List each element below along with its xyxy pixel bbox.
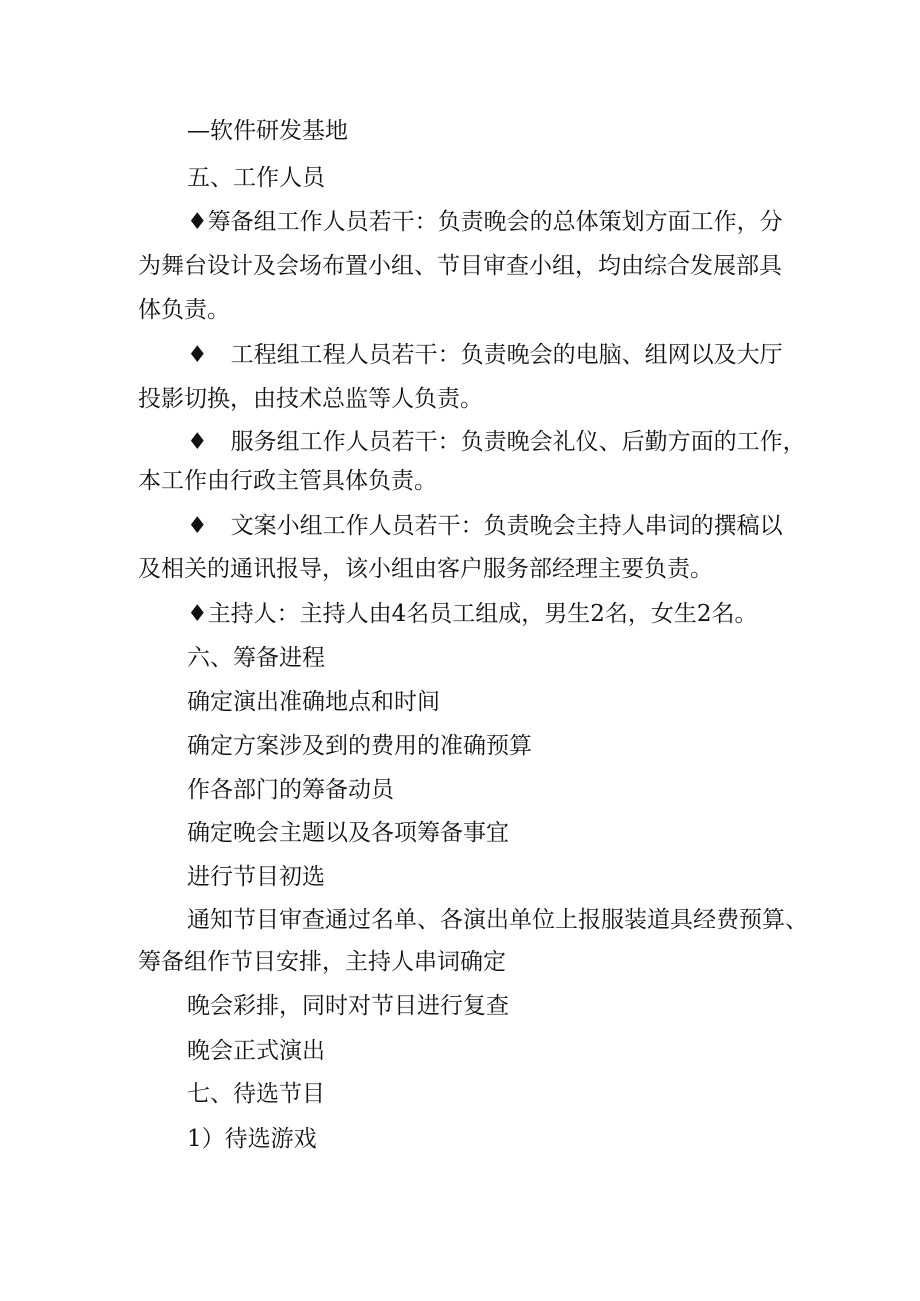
process-step: 通知节目审查通过名单、各演出单位上报服装道具经费预算、: [187, 907, 808, 933]
staff-item-line: 体负责。: [138, 297, 230, 323]
staff-item-line: ♦ 文案小组工作人员若干：负责晚会主持人串词的撰稿以: [187, 513, 783, 539]
process-step: 进行节目初选: [187, 864, 325, 890]
process-step: 确定方案涉及到的费用的准确预算: [187, 733, 532, 759]
staff-item-line: ♦ 服务组工作人员若干：负责晚会礼仪、后勤方面的工作，: [187, 429, 806, 455]
process-step: 作各部门的筹备动员: [187, 777, 394, 803]
section-heading: 六、筹备进程: [187, 645, 325, 671]
staff-item-line: ♦主持人：主持人由4名员工组成，男生2名，女生2名。: [187, 601, 758, 627]
section-heading: 七、待选节目: [187, 1081, 325, 1107]
staff-item-line: 投影切换，由技术总监等人负责。: [138, 386, 483, 412]
sub-heading: 1）待选游戏: [187, 1126, 317, 1152]
staff-item-line: 及相关的通讯报导，该小组由客户服务部经理主要负责。: [138, 556, 713, 582]
process-step: 晚会彩排，同时对节目进行复查: [187, 993, 509, 1019]
process-step: 确定演出准确地点和时间: [187, 689, 440, 715]
staff-item-line: 本工作由行政主管具体负责。: [138, 468, 437, 494]
section-heading: 五、工作人员: [187, 165, 325, 191]
process-step: 晚会正式演出: [187, 1038, 325, 1064]
staff-item-line: ♦ 工程组工程人员若干：负责晚会的电脑、组网以及大厅: [187, 342, 783, 368]
process-step: 确定晚会主题以及各项筹备事宜: [187, 820, 509, 846]
doc-line: —软件研发基地: [187, 118, 348, 144]
staff-item-line: ♦筹备组工作人员若干：负责晚会的总体策划方面工作，分: [187, 209, 783, 235]
process-step: 筹备组作节目安排，主持人串词确定: [138, 949, 506, 975]
staff-item-line: 为舞台设计及会场布置小组、节目审查小组，均由综合发展部具: [138, 253, 782, 279]
